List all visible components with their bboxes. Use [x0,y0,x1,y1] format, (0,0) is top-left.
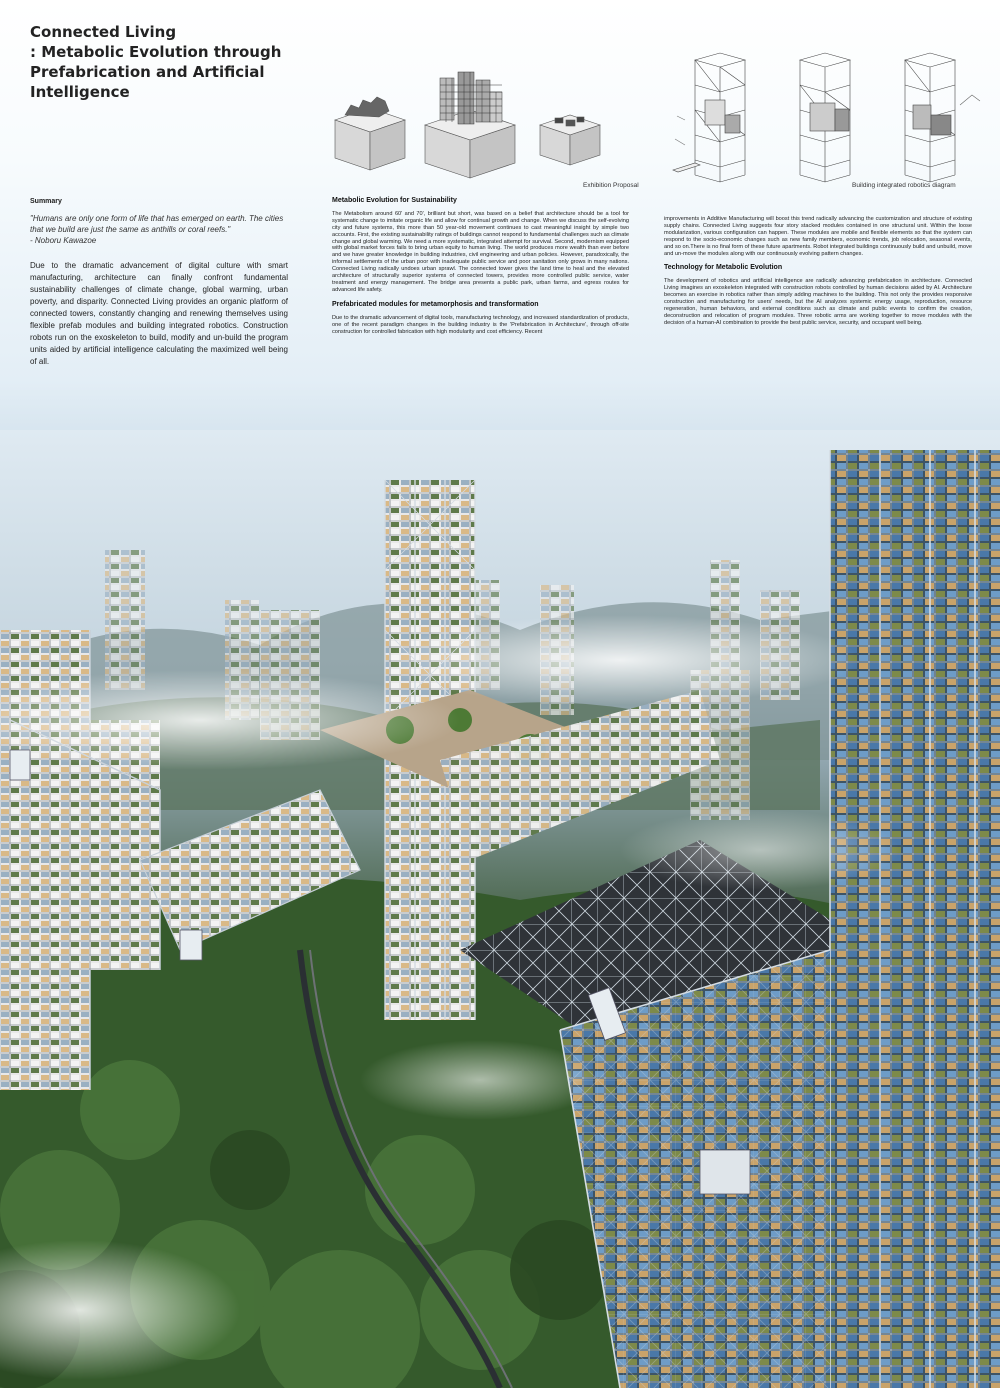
summary-heading: Summary [30,198,62,205]
quote-author: - Noboru Kawazoe [30,236,97,245]
summary-section [30,198,288,368]
middle-column [332,198,629,343]
exhibition-caption: Exhibition Proposal [583,182,639,189]
robotics-diagram [665,45,995,190]
prefab-body-continued: improvements in Additive Manufacturing will boost this trend radically advancing the customization and structure of existing supply chains. Connected Living suggests four story stacked modules contained in one structural unit. Within the loose modularization, various configuration can happen. These modules are mobile and flexible elements so that the system can respond to the socio-economic changes such as new family members, economic trends, job relocation, seasonal events, and so on.There is no final form of these future apartments. Robot integrated buildings continuously build and unbuild, move and un-move the modules along with our continuously evolving pattern changes. [664,216,972,257]
technology-body: The development of robotics and artificial intelligence are radically advancing prefabrication in architecture. Connected Living imagines an exoskeleton integrated with construction robots controlled by human decisions aided by AI. Architecture becomes an exercise in robotics rather than simply adding machines to the building. This not only the provides responsive construction and manufacturing for users' needs, but the AI analyzes systemic energy usage, reproduction, resource regeneration, human behaviors, and external conditions such as climate and public events to confirm the creation, deconstruction and relocation of program modules. Three robotic arms are working together to move modules with the decision of a human-AI combination to provide the best public service, security, and occupant well being. [664,278,972,326]
summary-quote: "Humans are only one form of life that has emerged on earth. The cities that we build are just the same as anthills or coral reefs." [30,214,284,234]
prefab-body: Due to the dramatic advancement of digital tools, manufacturing technology, and increased standardization of products, one of the recent paradigm changes in the building industry is the 'Prefabrication in Architecture', through off-site construction for controlled fabrication with high modularity and cost efficiency. Recent [332,314,629,335]
prefab-heading: Prefabricated modules for metamorphosis and transformation [332,300,539,308]
title-line: Intelligence [30,83,130,101]
right-column [664,216,972,335]
title-line: Prefabrication and Artificial [30,63,265,81]
architectural-rendering [0,430,1000,1388]
technology-heading: Technology for Metabolic Evolution [664,264,783,272]
summary-body: Due to the dramatic advancement of digital culture with smart manufacturing, architecture can finally confront fundamental sustainability challenges of climate change, global warming, urban poverty, and disparity. Connected Living provides an organic platform of connected towers, constantly changing and renewing themselves using flexible prefab modules and building integrated robotics. Construction robots run on the exoskeleton to build, modify and un-build the program units aided by artificial intelligence calculating the maximized well being of all. [30,261,288,366]
title-line: : Metabolic Evolution through [30,43,282,61]
metabolic-body: The Metabolism around 60' and 70', brilliant but short, was based on a belief that architecture should be a tool for systematic change to imitate organic life and allow for continual growth and change. When we discuss the self-evolving city and future systems, this more than 50 year-old movement continues to cast meaningful insight by simple two accounts. First, the existing sustainability ratings of buildings cannot respond to fundamental challenges such as climate change and global warming. We need a more systematic, integrated attempt for survival. Second, modernism equipped with global market forces fails to bring urban equity to human living. The world produces more wealth than ever before and we have greater knowledge in building industries, civil engineering and urban policies. However, paradoxically, the informal settlements of the urban poor with inadequate public service and poor sanitation only grows in many nations. Connected Living radically undoes urban sprawl. The connected tower gives the land time to heal and the elevated architecture of structurally superior systems of connected towers, provides more controlled public service, water treatment and energy management. The bridge area presents a public park, urban farms, and egress routes for advanced life safety. [332,210,629,293]
poster-title [30,22,320,102]
metabolic-heading: Metabolic Evolution for Sustainability [332,197,457,204]
exhibition-diagram [330,70,630,180]
title-line: Connected Living [30,23,177,41]
robotics-caption: Building integrated robotics diagram [852,182,956,189]
